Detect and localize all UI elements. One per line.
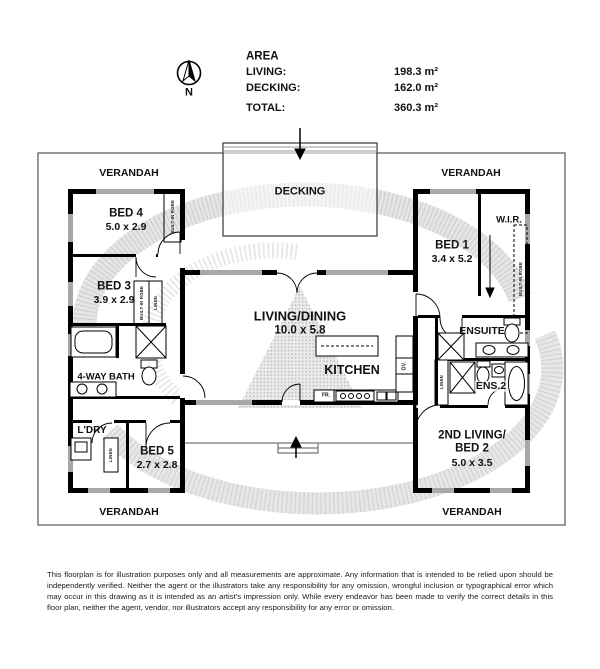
bed3-linen-label: LINEN xyxy=(152,296,158,310)
ldry-label: L'DRY xyxy=(77,425,107,436)
area-value: 198.3 m² xyxy=(393,66,438,78)
area-label: DECKING: xyxy=(246,82,301,94)
wir-robe-label: BUILT-IN ROBE xyxy=(517,261,523,297)
bed4-label: BED 4 xyxy=(109,207,143,220)
living-dims: 10.0 x 5.8 xyxy=(274,324,326,337)
second-living-label-1: 2ND LIVING/ xyxy=(438,429,506,442)
bed5-label: BED 5 xyxy=(140,445,174,458)
area-table xyxy=(246,66,438,118)
fridge-label: FR. xyxy=(321,392,331,399)
area-value: 360.3 m² xyxy=(393,102,438,114)
bed3-label: BED 3 xyxy=(97,280,131,293)
bath-label: 4-WAY BATH xyxy=(77,371,135,383)
bed4-dims: 5.0 x 2.9 xyxy=(105,220,147,233)
verandah-label-top-right: VERANDAH xyxy=(441,166,501,179)
decking-label: DECKING xyxy=(274,185,326,198)
living-label: LIVING/DINING xyxy=(253,308,347,324)
area-row-living xyxy=(246,66,438,78)
verandah-label-bottom-right: VERANDAH xyxy=(442,505,502,518)
bathtub xyxy=(75,331,112,353)
area-label: TOTAL: xyxy=(246,102,286,114)
compass-icon xyxy=(178,60,201,85)
bed1-dims: 3.4 x 5.2 xyxy=(431,252,473,265)
ensuite-toilet xyxy=(505,324,519,342)
ensuite-label: ENSUITE xyxy=(459,324,505,337)
bed5-dims: 2.7 x 2.8 xyxy=(136,458,178,471)
ens2-label: ENS.2 xyxy=(475,379,507,392)
disclaimer-text: This floorplan is for illustration purposes only and all measurements are approximate. Any information that is intended to be relied upon should be independently verified. Neither the agent or the illustrators take any responsibility for any omission, wrongful inclusion or typographical error which may occur in this drawing as it is intended as an artist's impression only. While every endeavor has been made to verify the correct details in this floor plan, neither the agent, vendor, nor illustrators accept any responsibility for any error or omission. xyxy=(47,570,553,613)
verandah-label-bottom-left: VERANDAH xyxy=(99,505,159,518)
area-value: 162.0 m² xyxy=(393,82,438,94)
oven-label: OV. xyxy=(401,361,407,371)
sink xyxy=(377,392,386,400)
area-row-decking xyxy=(246,82,438,94)
compass-north-label: N xyxy=(185,86,193,99)
second-living-dims: 5.0 x 3.5 xyxy=(451,456,493,469)
bed3-dims: 3.9 x 2.9 xyxy=(93,293,135,306)
kitchen-label: KITCHEN xyxy=(324,362,380,377)
toilet xyxy=(142,367,156,385)
wir-label: W.I.R. xyxy=(496,214,522,226)
ldry-linen-label: LINEN xyxy=(107,448,113,462)
area-row-total xyxy=(246,102,438,114)
verandah-label-top-left: VERANDAH xyxy=(99,166,159,179)
second-living-label-2: BED 2 xyxy=(455,442,489,455)
area-title: AREA xyxy=(246,50,279,63)
area-label: LIVING: xyxy=(246,66,287,78)
hall-linen-label: LINEN xyxy=(438,375,444,389)
bed1-label: BED 1 xyxy=(435,239,469,252)
front-entry-arrow xyxy=(291,437,301,458)
bed4-robe-label: BUILT-IN ROBE xyxy=(169,199,175,235)
bed3-robe-label: BUILT-IN ROBE xyxy=(138,285,144,321)
